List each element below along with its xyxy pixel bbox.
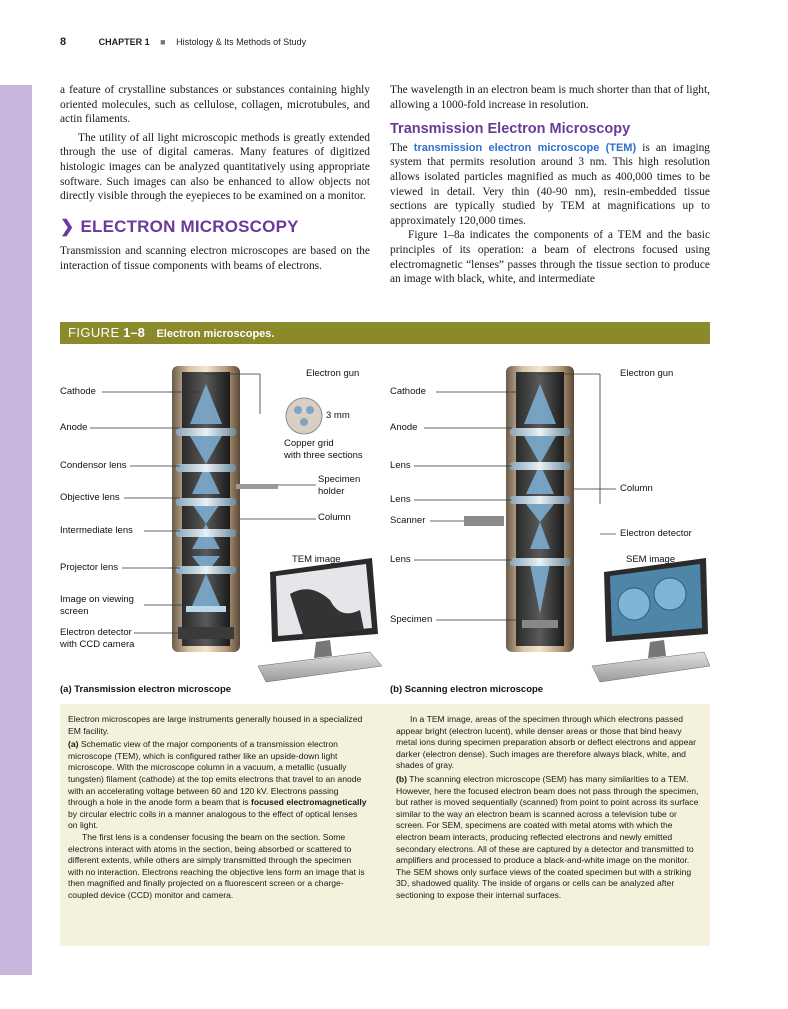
- sem-label-specimen: Specimen: [390, 614, 433, 625]
- sem-label-anode: Anode: [390, 422, 418, 433]
- key-term: transmission electron microscope (TEM): [413, 141, 637, 154]
- caption-right: [396, 714, 702, 902]
- caption-paragraph: Electron microscopes are large instruments generally housed in a specialized EM facility.: [68, 714, 363, 736]
- tem-label-anode: Anode: [60, 422, 88, 433]
- sem-label-lens-1: Lens: [390, 460, 411, 471]
- sem-label-detector: Electron detector: [620, 528, 692, 539]
- tem-label-cathode: Cathode: [60, 386, 96, 397]
- left-column: [60, 83, 370, 274]
- figure-label: FIGURE: [68, 325, 120, 340]
- tem-label-holder-2: holder: [318, 486, 345, 497]
- figure-number: 1–8: [123, 325, 145, 340]
- section-heading: ❯ ELECTRON MICROSCOPY: [60, 216, 299, 236]
- tem-label-screen: Image on viewing: [60, 594, 134, 605]
- tem-monitor: [258, 558, 382, 682]
- header-separator: ■: [160, 37, 166, 47]
- caption-paragraph: (a) Schematic view of the major components of a transmission electron microscope (TEM), which is configured rather like an upside-down light microscope. With the microscope column in a vacuum, a metallic (usually tungsten) filament (cathode) at the top emits electrons that travel to an anode with an accelerating voltage between 60 and 120 kV. Electrons passing through a hole in the anode form a beam that is focused electromagnetically by circular electric coils in a manner analogous to the effect of optical lenses on light.: [68, 739, 367, 831]
- chevron-icon: ❯: [60, 216, 75, 236]
- sem-label-lens-3: Lens: [390, 554, 411, 565]
- tem-label-objective: Objective lens: [60, 492, 120, 503]
- tem-label-projector: Projector lens: [60, 562, 119, 573]
- tem-label-gun: Electron gun: [306, 368, 360, 379]
- chapter-tab-bar: [0, 85, 32, 975]
- subsection-heading: Transmission Electron Microscopy: [390, 121, 631, 138]
- sem-label-column: Column: [620, 483, 653, 494]
- tem-label-holder: Specimen: [318, 474, 361, 485]
- sem-label-scanner: Scanner: [390, 515, 426, 526]
- caption-paragraph: The first lens is a condenser focusing the beam on the section. Some electrons interact with atoms in the section, being absorbed or scattered to different extents, while others are simply transmitted through the specimen with no interaction. Electrons reaching the objective lens form an image that is then magnified and finally projected on a fluorescent screen or a charge-coupled device (CCD) monitor and camera.: [68, 831, 365, 900]
- tem-label-column: Column: [318, 512, 351, 523]
- tem-label-intermediate: Intermediate lens: [60, 525, 133, 536]
- tem-label-3mm: 3 mm: [326, 410, 350, 421]
- caption-paragraph: (b) The scanning electron microscope (SEM) has many similarities to a TEM. However, here the focused electron beam does not pass through the specimen, but rather is moved sequentially (scanned) from point to point across its surface similar to the way an electron beam is scanned across a television tube or screen. For SEM, specimens are coated with metal atoms with which the electron beam interacts, producing reflected electrons and newly emitted secondary electrons. All of these are captured by a detector and transmitted to amplifiers and processed to produce a black-and-white image on the monitor. The SEM shows only surface views of the coated specimen but with a striking 3D, shadowed quality. The inside of organs or cells can be analyzed after sectioning to expose their internal surfaces.: [396, 773, 699, 900]
- tem-label-detector: Electron detector: [60, 627, 132, 638]
- paragraph: The wavelength in an electron beam is much shorter than that of light, allowing a 1000-fold increase in resolution.: [390, 84, 710, 111]
- sem-label-gun: Electron gun: [620, 368, 674, 379]
- page-number: 8: [60, 36, 67, 48]
- paragraph: Figure 1–8a indicates the components of a TEM and the basic principles of its operation: a beam of electrons focused using electromagnetic “lenses” passes through the tissue section to produce an image with black, white, and intermediate: [390, 229, 710, 286]
- sem-column: [464, 366, 600, 652]
- chapter-label: CHAPTER 1: [98, 37, 150, 47]
- tem-label-grid-2: with three sections: [284, 450, 363, 461]
- paragraph: a feature of crystalline substances or substances containing highly oriented molecules, such as cellulose, collagen, microtubules, and actin filaments.: [60, 84, 370, 126]
- right-column: [390, 83, 710, 287]
- running-header: [60, 36, 306, 48]
- paragraph: Transmission and scanning electron microscopes are based on the interaction of tissue components with beams of electrons.: [60, 245, 370, 272]
- sem-label-image: SEM image: [626, 554, 676, 565]
- figure-illustration: [60, 344, 710, 704]
- figure-title-bar: [60, 322, 710, 344]
- sem-label-cathode: Cathode: [390, 386, 426, 397]
- tem-label-screen-2: screen: [60, 606, 89, 617]
- figure-title: Electron microscopes.: [156, 328, 275, 340]
- chapter-title: Histology & Its Methods of Study: [176, 37, 307, 47]
- caption-paragraph: In a TEM image, areas of the specimen through which electrons passed appear bright (electron lucent), while denser areas or those that bind heavy metal ions during specimen preparation absorb or deflect electrons and appear darker (electron dense). Such images are therefore always black, white, and shades of gray.: [396, 714, 697, 771]
- sem-label-lens-2: Lens: [390, 494, 411, 505]
- tem-label-detector-2: with CCD camera: [60, 639, 135, 650]
- caption-left: [68, 714, 368, 902]
- paragraph: The utility of all light microscopic methods is greatly extended through the use of digital cameras. Many features of digitized histologic images can be analyzed quantitatively using appropriate software. Such images can also be enhanced to allow objects not directly visible through the eyepieces to be examined on a monitor.: [60, 131, 370, 203]
- figure-caption: [60, 704, 710, 946]
- tem-label-condensor: Condensor lens: [60, 460, 127, 471]
- paragraph: The transmission electron microscope (TEM) is an imaging system that permits resolution around 3 nm. This high resolution allows isolated particles magnified as much as 400,000 times to be viewed in detail. Very thin (40-90 nm), resin-embedded tissue sections are typically studied by TEM at magnifications up to approximately 120,000 times.: [390, 141, 710, 227]
- subfigure-a-label: (a) Transmission electron microscope: [60, 684, 232, 695]
- tem-label-image: TEM image: [292, 554, 341, 565]
- tem-label-grid: Copper grid: [284, 438, 334, 449]
- microscope-diagrams: [60, 344, 710, 704]
- sem-monitor: [592, 558, 710, 682]
- subfigure-b-label: (b) Scanning electron microscope: [390, 684, 544, 695]
